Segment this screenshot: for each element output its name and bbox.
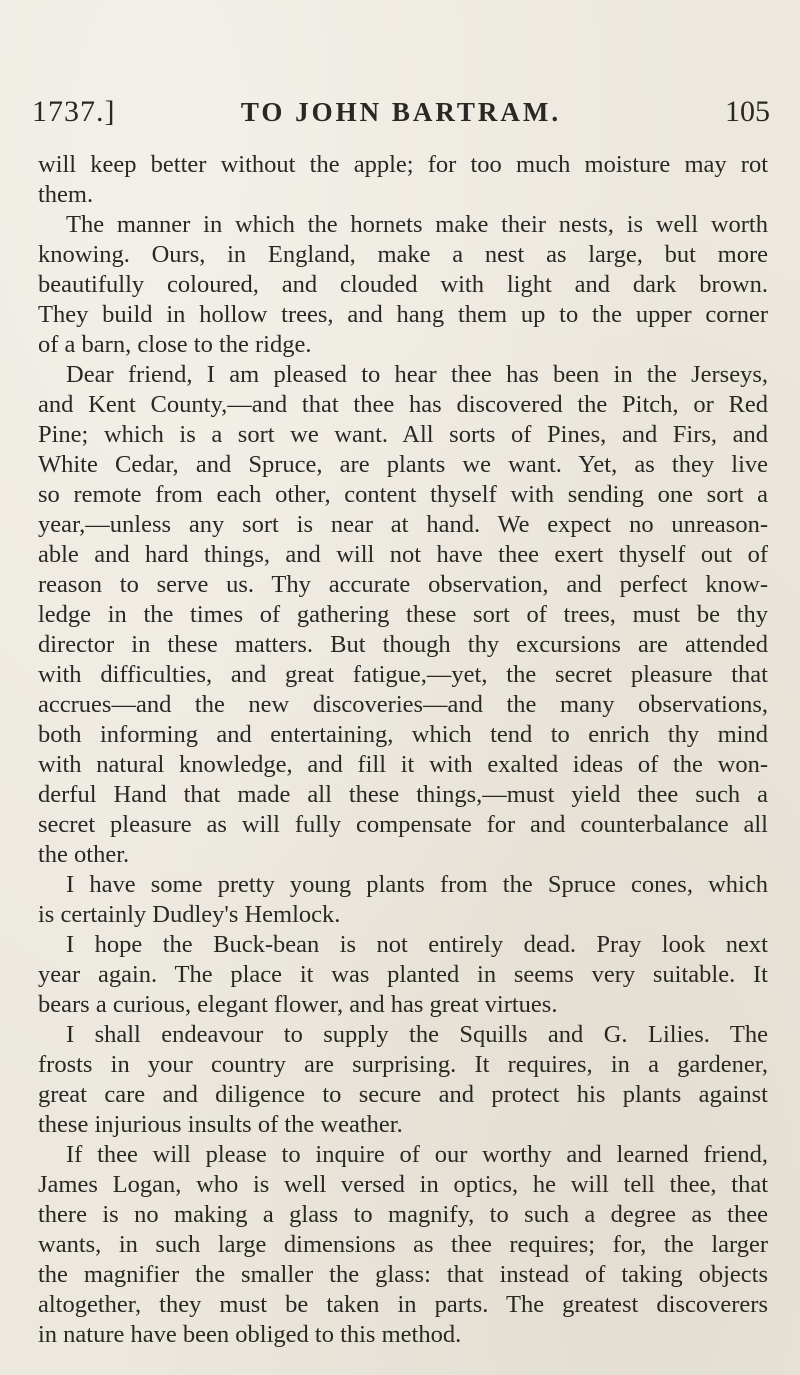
text-line: ledge in the times of gathering these sort of trees, must be thy [38, 601, 768, 628]
text-line: year again. The place it was planted in seems very suitable. It [38, 961, 768, 988]
text-line: able and hard things, and will not have thee exert thyself out of [38, 541, 768, 568]
text-line: I have some pretty young plants from the Spruce cones, which [66, 871, 768, 898]
text-line: so remote from each other, content thyself with sending one sort a [38, 481, 768, 508]
text-line: secret pleasure as will fully compensate for and counterbalance all [38, 811, 768, 838]
page-number: 105 [725, 95, 770, 128]
text-line: the other. [38, 841, 130, 868]
text-line: reason to serve us. Thy accurate observation, and perfect know- [38, 571, 768, 598]
letter-body [38, 150, 768, 1350]
text-line: year,—unless any sort is near at hand. We expect no unreason- [38, 511, 768, 538]
text-line: White Cedar, and Spruce, are plants we want. Yet, as they live [38, 451, 768, 478]
text-line: altogether, they must be taken in parts. The greatest discoverers [38, 1291, 768, 1318]
text-line: is certainly Dudley's Hemlock. [38, 901, 341, 928]
text-line: them. [38, 181, 94, 208]
text-line: The manner in which the hornets make their nests, is well worth [66, 211, 768, 238]
text-line: I shall endeavour to supply the Squills and G. Lilies. The [66, 1021, 768, 1048]
text-line: If thee will please to inquire of our worthy and learned friend, [66, 1141, 768, 1168]
text-line: wants, in such large dimensions as thee requires; for, the larger [38, 1231, 768, 1258]
running-header [32, 92, 770, 132]
text-line: accrues—and the new discoveries—and the many observations, [38, 691, 768, 718]
text-line: and Kent County,—and that thee has discovered the Pitch, or Red [38, 391, 768, 418]
text-line: knowing. Ours, in England, make a nest as large, but more [38, 241, 768, 268]
text-line: James Logan, who is well versed in optics, he will tell thee, that [38, 1171, 768, 1198]
text-line: in nature have been obliged to this method. [38, 1321, 462, 1348]
text-line: beautifully coloured, and clouded with light and dark brown. [38, 271, 768, 298]
header-year: 1737.] [32, 95, 116, 128]
text-line: frosts in your country are surprising. It requires, in a gardener, [38, 1051, 768, 1078]
text-line: great care and diligence to secure and protect his plants against [38, 1081, 768, 1108]
text-line: both informing and entertaining, which tend to enrich thy mind [38, 721, 768, 748]
text-line: I hope the Buck-bean is not entirely dead. Pray look next [66, 931, 768, 958]
text-line: with difficulties, and great fatigue,—yet, the secret pleasure that [38, 661, 768, 688]
text-line: Pine; which is a sort we want. All sorts of Pines, and Firs, and [38, 421, 768, 448]
text-line: derful Hand that made all these things,—must yield thee such a [38, 781, 768, 808]
text-line: director in these matters. But though thy excursions are attended [38, 631, 768, 658]
text-line: bears a curious, elegant flower, and has great virtues. [38, 991, 558, 1018]
text-line: They build in hollow trees, and hang them up to the upper corner [38, 301, 768, 328]
text-line: Dear friend, I am pleased to hear thee has been in the Jerseys, [66, 361, 768, 388]
text-line: will keep better without the apple; for too much moisture may rot [38, 151, 768, 178]
text-line: of a barn, close to the ridge. [38, 331, 312, 358]
text-line: there is no making a glass to magnify, to such a degree as thee [38, 1201, 768, 1228]
running-title: TO JOHN BARTRAM. [240, 97, 562, 127]
text-line: these injurious insults of the weather. [38, 1111, 403, 1138]
text-line: the magnifier the smaller the glass: that instead of taking objects [38, 1261, 768, 1288]
text-line: with natural knowledge, and fill it with exalted ideas of the won- [38, 751, 768, 778]
